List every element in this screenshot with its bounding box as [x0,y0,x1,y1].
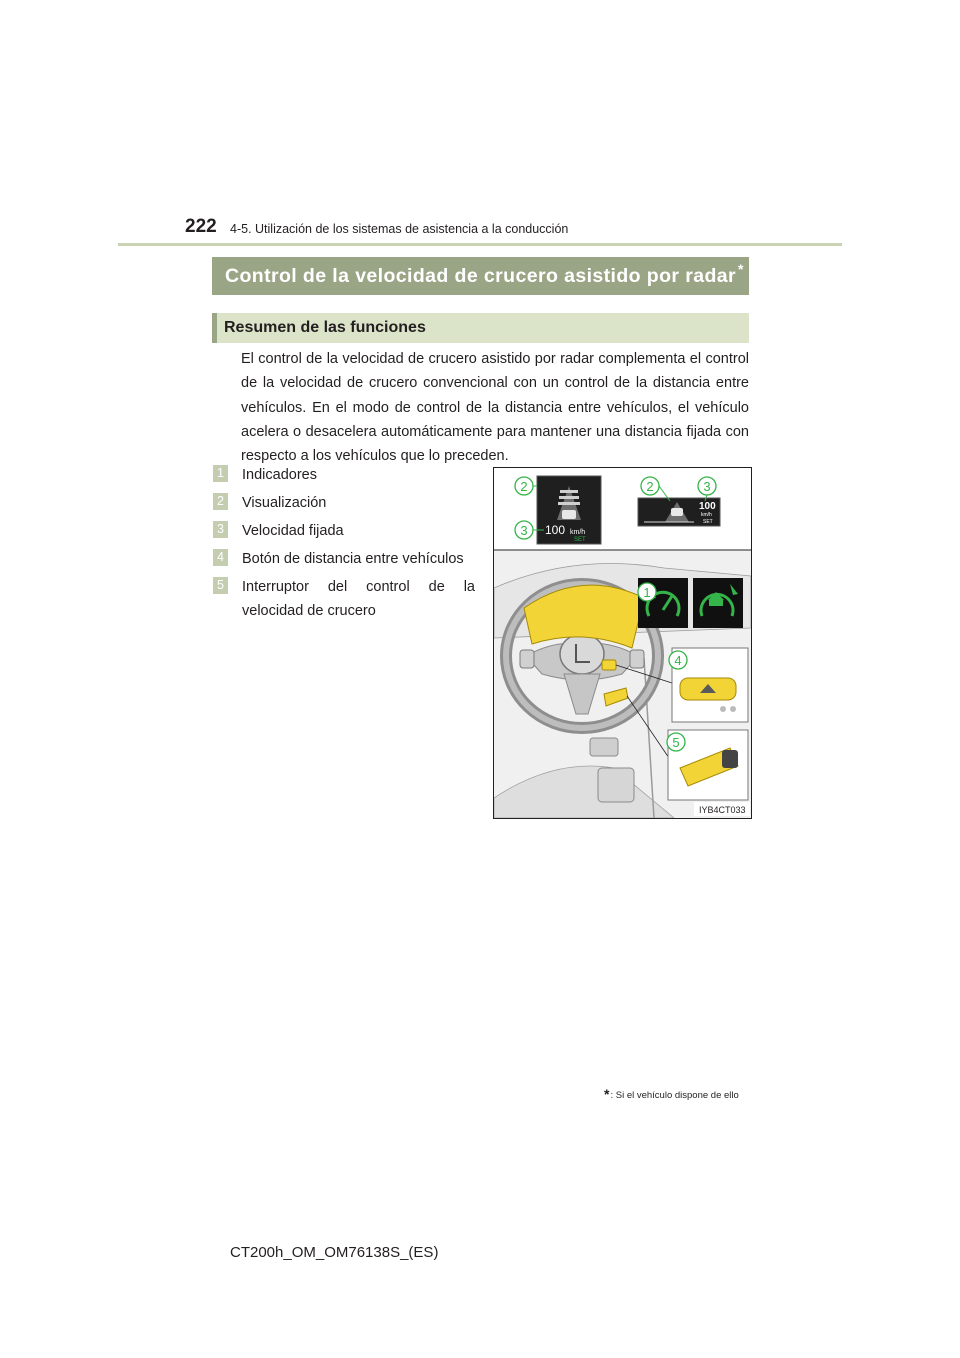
set-speed-value: 100 [545,523,566,537]
svg-text:2: 2 [646,479,654,494]
subsection-title: Resumen de las funciones [212,313,749,343]
section-title-bar [212,257,749,295]
footnote-text: : Si el vehículo dispone de ello [610,1090,739,1101]
legend-badge: 4 [213,549,228,566]
footnote [604,1086,739,1102]
callout-5 [667,733,685,751]
set-label-small: SET [703,519,713,525]
set-speed-value-small: 100 [699,501,716,512]
legend-text: Botón de distancia entre vehículos [242,551,464,567]
svg-text:4: 4 [674,653,682,668]
distance-button-highlight [602,660,616,670]
legend-text: Visualización [242,495,327,511]
illustration-code: IYB4CT033 [699,805,746,815]
indicator-radar-cruise-icon [693,578,743,628]
section-title-mark: * [738,261,744,277]
callout-1 [638,583,656,601]
speed-unit-small: km/h [701,512,712,518]
header-rule [118,243,842,246]
intro-paragraph: El control de la velocidad de crucero asistido por radar complementa el control de la velocidad de crucero convencional con un control de la distancia entre vehículos. En el modo de control de la distancia entre vehículos, el vehículo acelera o desacelera automáticamente para mantener una distancia fijada con respecto a los vehículos que lo preceden. [241,351,749,465]
meter-display-left [537,476,601,544]
legend-text: Indicadores [242,467,317,483]
section-title: Control de la velocidad de crucero asistido por radar [225,265,736,287]
svg-text:5: 5 [672,735,680,750]
legend-badge: 3 [213,521,228,538]
svg-text:3: 3 [703,479,711,494]
svg-text:1: 1 [643,585,651,600]
svg-text:3: 3 [520,523,528,538]
legend-text: Velocidad fijada [242,523,344,539]
legend-badge: 2 [213,493,228,510]
cockpit-illustration [493,467,752,819]
footnote-mark: * [604,1086,610,1102]
running-head: 4-5. Utilización de los sistemas de asistencia a la conducción [230,222,569,236]
speed-unit: km/h [570,529,586,536]
footer-code: CT200h_OM_OM76138S_(ES) [230,1244,439,1261]
svg-text:2: 2 [520,479,528,494]
set-label: SET [574,537,586,543]
page-number: 222 [185,216,217,237]
meter-display-right [638,498,720,526]
callout-4 [669,651,687,669]
legend-badge: 5 [213,577,228,594]
legend-text: Interruptor del control de la velocidad de crucero [242,579,475,619]
legend-badge: 1 [213,465,228,482]
